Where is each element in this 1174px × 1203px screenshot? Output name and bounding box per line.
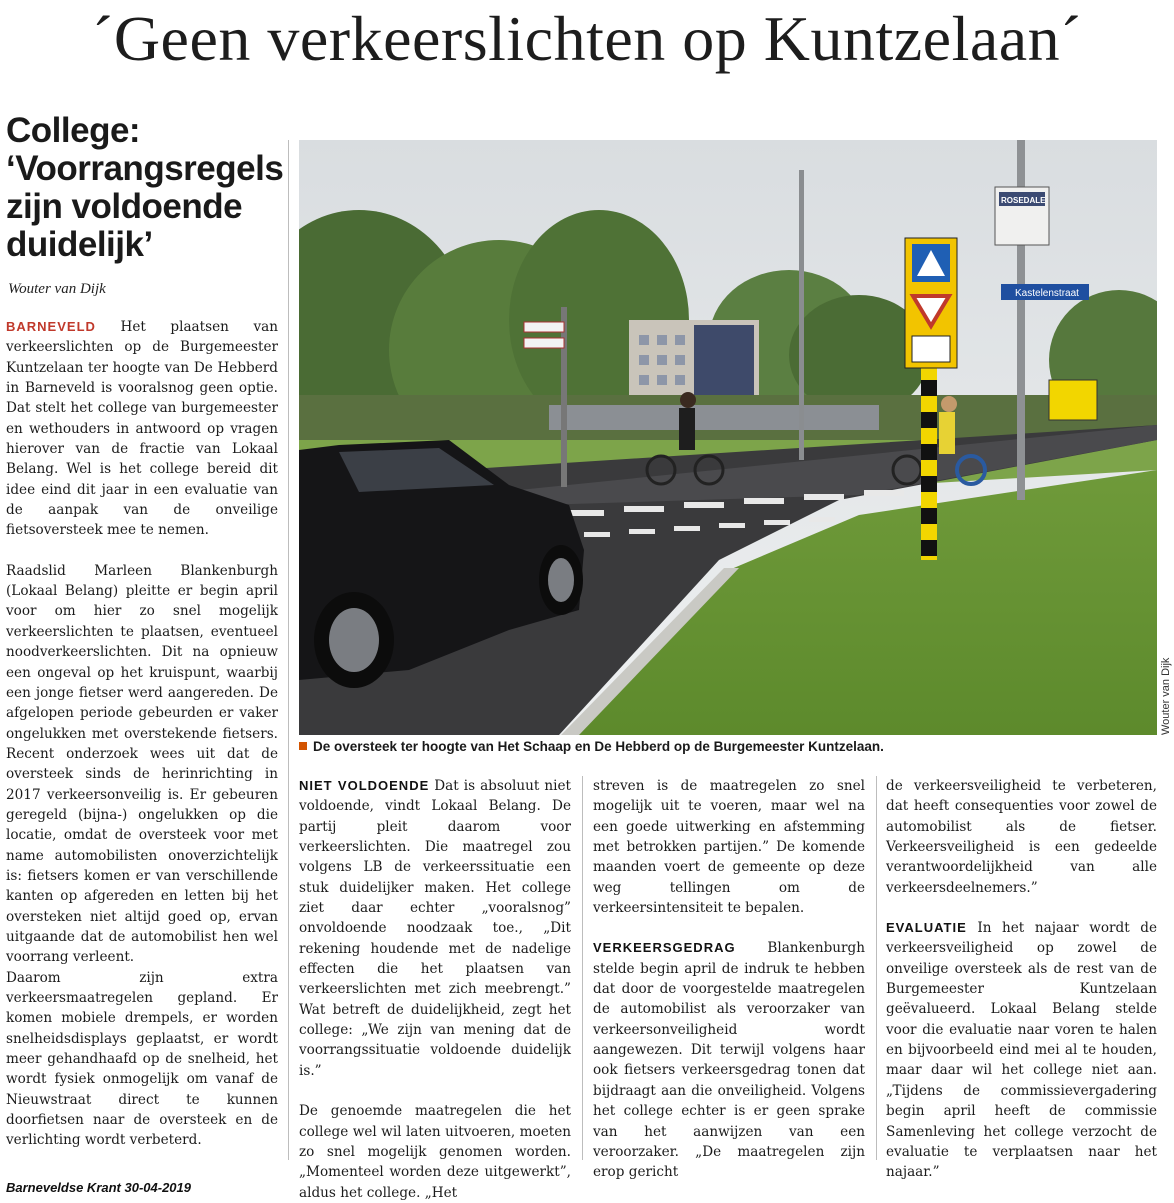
source-footer: Barneveldse Krant 30-04-2019 <box>6 1180 191 1195</box>
section-label: VERKEERSGEDRAG <box>593 940 736 956</box>
caption-text: De oversteek ter hoogte van Het Schaap en De Hebberd op de Burgemeester Kuntzelaan. <box>313 739 884 754</box>
column-divider <box>876 776 877 1160</box>
paragraph <box>299 776 571 1081</box>
subhead-line: ‘Voorrangsregels <box>6 149 284 188</box>
article-column-2 <box>299 776 571 1203</box>
article-column-4 <box>886 776 1157 1183</box>
column-divider <box>288 140 289 1160</box>
section-label: NIET VOLDOENDE <box>299 778 430 793</box>
paragraph <box>593 938 865 1182</box>
paragraph-text: Blankenburgh stelde begin april de indruk te hebben dat door de voorgestelde maatregelen de automobilist als veroorzaker van verkeersonveiligheid wordt aangewezen. Dit terwijl volgens haar ook fietsers verkeersgedrag tonen dat bijdraagt aan die onveiligheid. Volgens het college echter is er geen sprake van het aanwijzen van een veroorzaker. „De maatregelen zijn erop gericht <box>593 940 865 1181</box>
caption-bullet-icon <box>299 742 307 750</box>
section-label: EVALUATIE <box>886 920 967 936</box>
paragraph <box>886 918 1157 1182</box>
street-name-sign-text: Kastelenstraat <box>1015 288 1079 299</box>
article-column-3 <box>593 776 865 1183</box>
subhead-line: duidelijk’ <box>6 225 153 264</box>
paragraph: streven is de maatregelen zo snel mogelijk uit te voeren, maar wel na een goede uitwerking en afstemming met betrokken partijen.” De komende maanden voert de gemeente op deze weg tellingen om de verkeersintensiteit te bepalen. <box>593 778 865 917</box>
subhead-line: College: <box>6 111 141 150</box>
photo-caption <box>299 739 1157 754</box>
paragraph-text: In het najaar wordt de verkeersveiligheid op zowel de onveilige oversteek als de rest van de Burgemeester Kuntzelaan geëvalueerd. Lokaal Belang stelde voor die evaluatie naar voren te halen en bijvoorbeeld eind mei al te houden, maar daar wil het college niet aan. „Tijdens de commissievergadering begin april heeft de commissie Samenleving het college verzocht de evaluatie te verplaatsen naar het najaar.” <box>886 920 1157 1181</box>
paragraph: de verkeersveiligheid te verbeteren, dat heeft consequenties voor zowel de automobilist als de fietser. Verkeersveiligheid is een gedeelde verantwoordelijkheid van alle verkeersdeelnemers.” <box>886 778 1157 896</box>
paragraph: Raadslid Marleen Blankenburgh (Lokaal Belang) pleitte er begin april voor om hier zo snel mogelijk verkeerslichten te plaatsen, eventueel noodverkeerslichten. Dit na opnieuw een ongeval op het kruispunt, waarbij een jonge fietser werd aangereden. De afgelopen periode gebeurden er vaker ongelukken met overstekende fietsers. Recent onderzoek wees uit dat de oversteek sinds de herinrichting in 2017 verkeersonveilig is. Er gebeuren geregeld (bijna-) ongelukken op die locatie, omdat de oversteek voor met name automobilisten onoverzichtelijk is: fietsers komen er van verschillende kanten op afgereden en letten bij het oversteken niet altijd goed op, ervan uitgaande dat de automobilist hen wel voorrang verleent. <box>6 562 278 966</box>
column-divider <box>582 776 583 1160</box>
lead-text: Het plaatsen van verkeerslichten op de Burgemeester Kuntzelaan ter hoogte van De Hebberd in Barneveld is vooralsnog geen optie. Dat stelt het college van burgemeester en wethouders in antwoord op vragen hierover van de fractie van Lokaal Belang. Wel is het college bereid dit idee eind dit jaar in een evaluatie van de aanpak van de onveilige fietsoversteek mee te nemen. <box>6 319 278 539</box>
lead-paragraph <box>6 317 278 541</box>
paragraph: De genoemde maatregelen die het college wel wil laten uitvoeren, moeten zo snel mogelijk genomen worden. „Momenteel worden deze uitgewerkt”, aldus het college. „Het <box>299 1103 571 1201</box>
street-lamp <box>799 170 804 460</box>
subhead-line: zijn voldoende <box>6 187 243 226</box>
dateline: BARNEVELD <box>6 319 96 334</box>
subheadline <box>6 112 291 264</box>
billboard-text: ROSEDALE <box>1001 196 1046 205</box>
building-windows <box>639 335 685 385</box>
paragraph: Daarom zijn extra verkeersmaatregelen gepland. Er komen mobiele drempels, er worden snelheidsdisplays geplaatst, er wordt meer gehandhaafd op de snelheid, het wordt fysiek onmogelijk om vanaf de Nieuwstraat direct te kunnen doorfietsen naar de oversteek en de verlichting wordt verbeterd. <box>6 969 278 1149</box>
paragraph-text: Dat is absoluut niet voldoende, vindt Lokaal Belang. De partij pleit daarom voor verkeerslichten. Die maatregel zou volgens LB de verkeerssituatie een stuk duidelijker maken. Het college ziet daar echter „vooralsnog” onvoldoende noodzaak toe., „Dit rekening houdende met de nadelige effecten die het plaatsen van verkeerslichten met zich meebrengt.” Wat betreft de duidelijkheid, zegt het college: „We zijn van mening dat de voorrangssituatie voldoende duidelijk is.” <box>299 778 571 1079</box>
street-photo-illustration <box>299 140 1157 735</box>
building <box>694 325 754 405</box>
headline: ´Geen verkeerslichten op Kuntzelaan´ <box>92 3 1082 74</box>
byline: Wouter van Dijk <box>8 281 106 297</box>
parked-cars <box>549 405 879 430</box>
photo-credit: Wouter van Dijk <box>1160 657 1172 735</box>
article-photo <box>299 140 1157 735</box>
article-column-1 <box>6 317 278 1151</box>
